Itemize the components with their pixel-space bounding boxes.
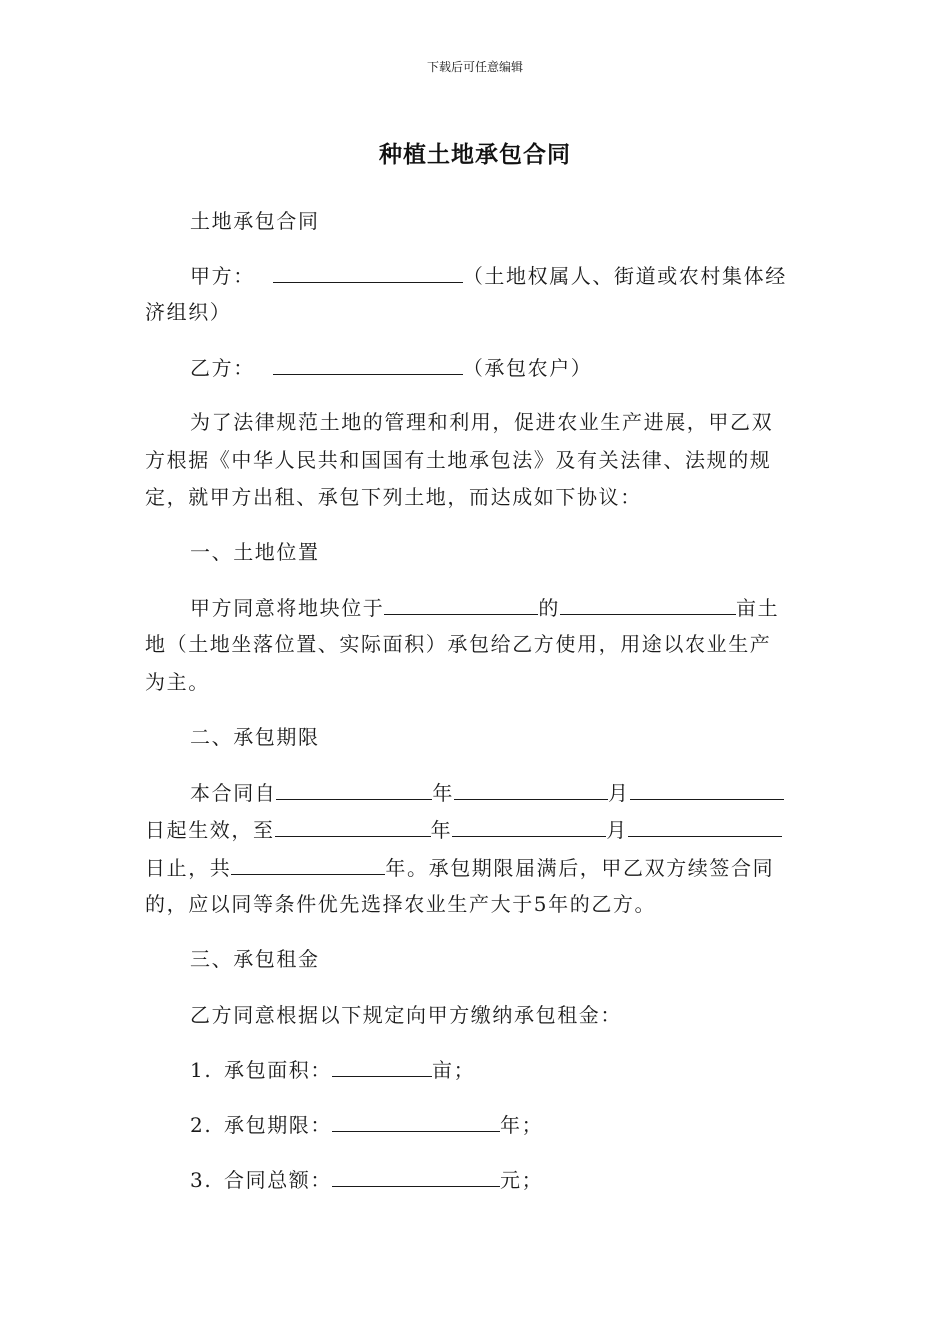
header-note: 下载后可任意编辑 [426,60,523,74]
section-2-line-4: 的，应以同等条件优先选择农业生产大于5年的乙方。 [145,892,657,916]
list-item-unit: 亩； [432,1058,476,1082]
contract-subtitle: 土地承包合同 [190,209,320,233]
party-b-line [190,354,840,380]
section-2-line-3 [145,854,795,880]
total-years-blank [231,854,385,875]
section-2-heading: 二、承包期限 [190,725,320,749]
list-item-unit: 年； [500,1113,544,1137]
party-b-blank [273,354,463,375]
month-label: 月 [608,781,630,805]
section-1-line-2: 地（土地坐落位置、实际面积）承包给乙方使用，用途以农业生产 [145,632,772,656]
end-day-blank [628,816,782,837]
list-item-number: 1. [190,1058,213,1082]
party-a-label: 甲方： [190,264,255,288]
section-3-intro: 乙方同意根据以下规定向甲方缴纳承包租金： [190,1003,622,1027]
section-1-heading: 一、土地位置 [190,540,320,564]
party-b-note: （承包农户） [462,356,593,380]
end-month-blank [452,816,606,837]
term-end-prefix: 日起生效，至 [145,818,275,842]
party-a-blank [273,262,463,283]
list-item [190,1056,840,1082]
intro-line-2: 方根据《中华人民共和国国有土地承包法》及有关法律、法规的规 [145,448,772,472]
list-item-number: 3. [190,1168,213,1192]
area-blank [560,594,736,615]
start-day-blank [630,779,784,800]
party-a-note-cont: 济组织） [145,300,232,324]
list-item-unit: 元； [500,1168,544,1192]
section-1-line-3: 为主。 [145,670,210,694]
section-2-line-2 [145,816,795,842]
total-amount-blank [332,1166,500,1187]
year-label: 年 [432,781,455,805]
location-blank [384,594,538,615]
intro-line-1: 为了法律规范土地的管理和利用，促进农业生产进展，甲乙双 [190,410,774,434]
end-year-blank [275,816,431,837]
party-a-note: （土地权属人、街道或农村集体经 [462,264,787,288]
term-start-prefix: 本合同自 [190,781,277,805]
section-2-line-1 [190,779,840,805]
list-item-number: 2. [190,1113,213,1137]
area-amount-blank [332,1056,432,1077]
list-item-label: 合同总额： [224,1168,332,1192]
year-label: 年 [430,818,453,842]
document-title: 种植土地承包合同 [379,142,571,168]
list-item-label: 承包面积： [224,1058,332,1082]
term-total-suffix: 年。承包期限届满后，甲乙双方续签合同 [385,856,775,880]
month-label: 月 [606,818,628,842]
location-of: 的 [538,596,561,620]
party-a-line [190,262,840,288]
section-1-line-1 [190,594,840,620]
intro-line-3: 定，就甲方出租、承包下列土地，而达成如下协议： [145,485,642,509]
term-amount-blank [332,1111,500,1132]
list-item [190,1166,840,1192]
start-month-blank [454,779,608,800]
party-b-label: 乙方： [190,356,255,380]
section-3-heading: 三、承包租金 [190,947,320,971]
location-prefix: 甲方同意将地块位于 [190,596,385,620]
start-year-blank [276,779,432,800]
area-unit: 亩土 [736,596,780,620]
term-total-prefix: 日止，共 [145,856,232,880]
list-item [190,1111,840,1137]
list-item-label: 承包期限： [224,1113,332,1137]
